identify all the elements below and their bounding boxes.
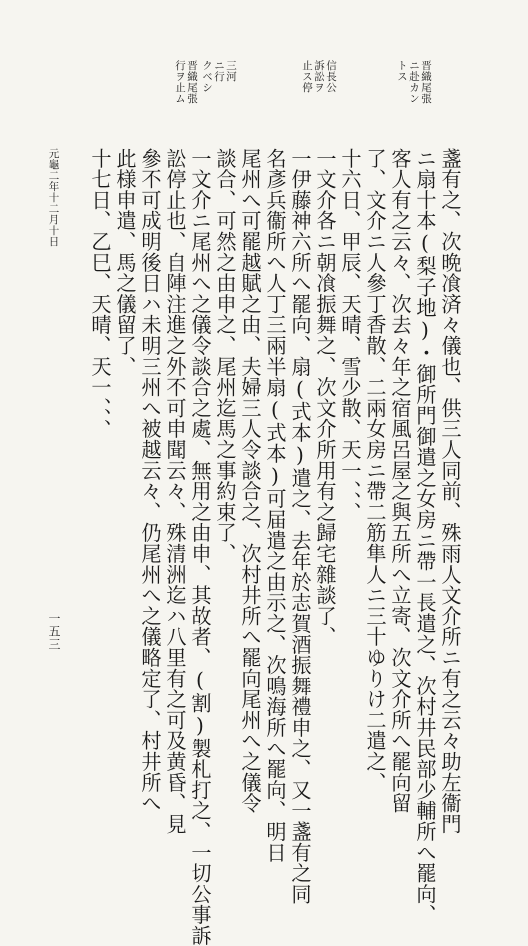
text-line: 此様申遣、馬之儀留了、 — [113, 148, 137, 377]
text-line: 盞有之、次晩飡済々儀也、供三人同前、殊雨人文介所ニ有之云々助左衞門 — [438, 148, 462, 835]
text-line: 十七日、乙巳、天晴、天一、、、 — [88, 148, 112, 440]
margin-note: 訴訟ヲ — [313, 60, 325, 93]
margin-note: ニ赴カン — [408, 60, 420, 104]
margin-note: 行ヲ止ム — [174, 60, 186, 104]
text-line: 名彥兵衞所へ人丁三兩半扇(式本)可届遣之由示之、次鳴海所へ罷向、明日 — [263, 148, 287, 863]
text-line: 參不可成明後日ハ未明三州へ被越云々、仍尾州へ之儀略定了、村井所へ — [138, 148, 162, 814]
text-line: ニ扇十本(梨子地)・御所門御遣之女房ニ帶一長遣之、次村井民部少輔所へ罷向、 — [413, 148, 437, 926]
margin-note: トス — [396, 60, 408, 82]
margin-note: 止ス停 — [301, 60, 313, 93]
margin-note: クベシ — [201, 60, 213, 93]
text-line: 尾州へ可罷越賦之由、夫婦三人令談合之、次村井所へ罷向尾州へ之儀令 — [238, 148, 262, 814]
text-line: 十六日、甲辰、天晴、雪少散、天一、、、 — [338, 148, 362, 523]
text-line: 一文介ニ尾州へ之儀令談合之處、無用之由申、其故者、(割)製札打之、一切公事訴 — [188, 148, 212, 946]
margin-note: ニ行 — [213, 60, 225, 82]
margin-note: 晋織尾張 — [186, 60, 198, 104]
text-line: 訟停止也、自陣注進之外不可申聞云々、殊清洲迄ハ八里有之可及黄昏、見 — [163, 148, 187, 835]
margin-note: 信長公 — [325, 60, 337, 93]
text-line: 一伊藤神六所へ罷向、扇(式本)遣之、去年於志賀酒振舞禮申之、又一盞有之同 — [288, 148, 312, 905]
text-line: 了、文介ニ人參丁香散、二兩女房ニ帶二筋隼人ニ三十ゆりけ二遣之、 — [363, 148, 387, 793]
text-line: 談合、可然之由申之、尾州迄馬之事約束了、 — [213, 148, 237, 564]
margin-note: 三河 — [225, 60, 237, 82]
text-line: 一文介各ニ朝飡振舞之、次文介所用有之歸宅雜談了、 — [313, 148, 337, 648]
page-number: 一五三 — [47, 612, 61, 651]
text-line: 客人有之云々、次去々年之宿風呂屋之與五所へ立寄、次文介所へ罷向留 — [388, 148, 412, 814]
margin-note: 晋織尾張 — [420, 60, 432, 104]
date-header: 元龜二年十二月十日 — [47, 148, 60, 247]
